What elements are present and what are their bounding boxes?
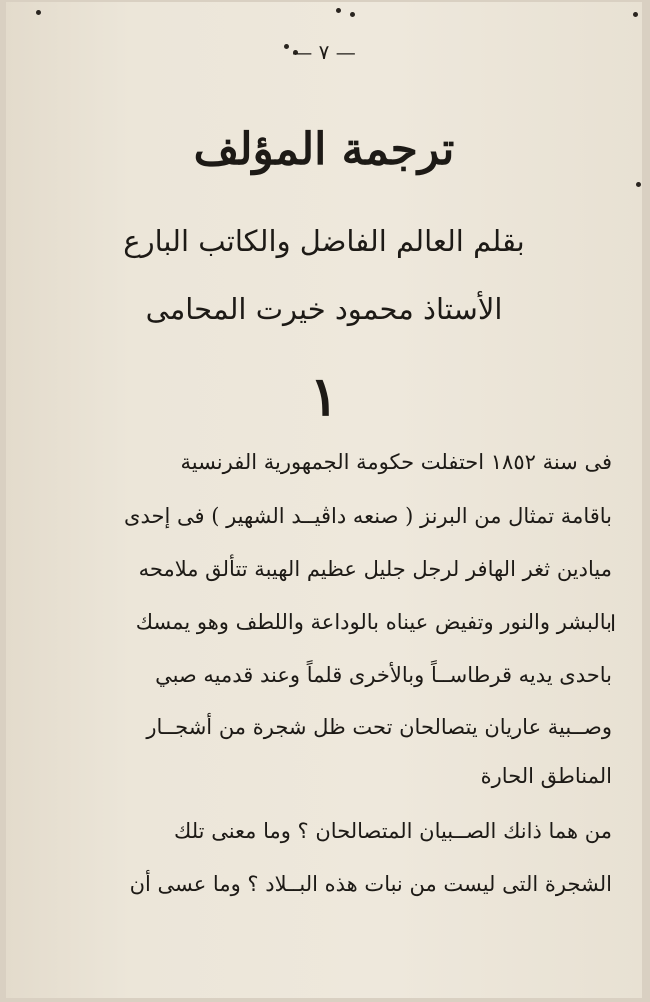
margin-mark: ا — [610, 612, 617, 637]
text-line: المناطق الحارة — [480, 764, 612, 788]
book-page — [6, 2, 642, 998]
page-number: — ٧ — — [292, 40, 356, 64]
text-line: باحدى يديه قرطاســاً وبالأخرى قلماً وعند قدميه صبي — [155, 663, 612, 687]
page-title: ترجمة المؤلف — [193, 124, 455, 175]
text-line: الشجرة التى ليست من نبات هذه البــلاد ؟ وما عسى أن — [129, 872, 612, 896]
text-line: فى سنة ١٨٥٢ احتفلت حكومة الجمهورية الفرنسية — [180, 450, 612, 474]
ink-dot — [633, 12, 638, 17]
text-line: وصــبية عاريان يتصالحان تحت ظل شجرة من أشجــار — [146, 715, 612, 739]
text-line: ميادين ثغر الهافر لرجل جليل عظيم الهيبة تتألق ملامحه — [138, 557, 612, 581]
text-line: باقامة تمثال من البرنز ( صنعه داڤيــد الشهير ) فى إحدى — [124, 504, 612, 528]
text-line: بالبشر والنور وتفيض عيناه بالوداعة واللطف وهو يمسك — [135, 610, 612, 634]
ink-dot — [350, 12, 355, 17]
text-line: من هما ذانك الصــبيان المتصالحان ؟ وما معنى تلك — [174, 819, 612, 843]
ink-dot — [636, 182, 641, 187]
ink-dot — [36, 10, 41, 15]
subtitle-author-name: الأستاذ محمود خيرت المحامى — [145, 292, 503, 326]
ink-dot — [336, 8, 341, 13]
subtitle-author-credit: بقلم العالم الفاضل والكاتب البارع — [123, 224, 525, 258]
section-number: ١ — [309, 364, 339, 428]
